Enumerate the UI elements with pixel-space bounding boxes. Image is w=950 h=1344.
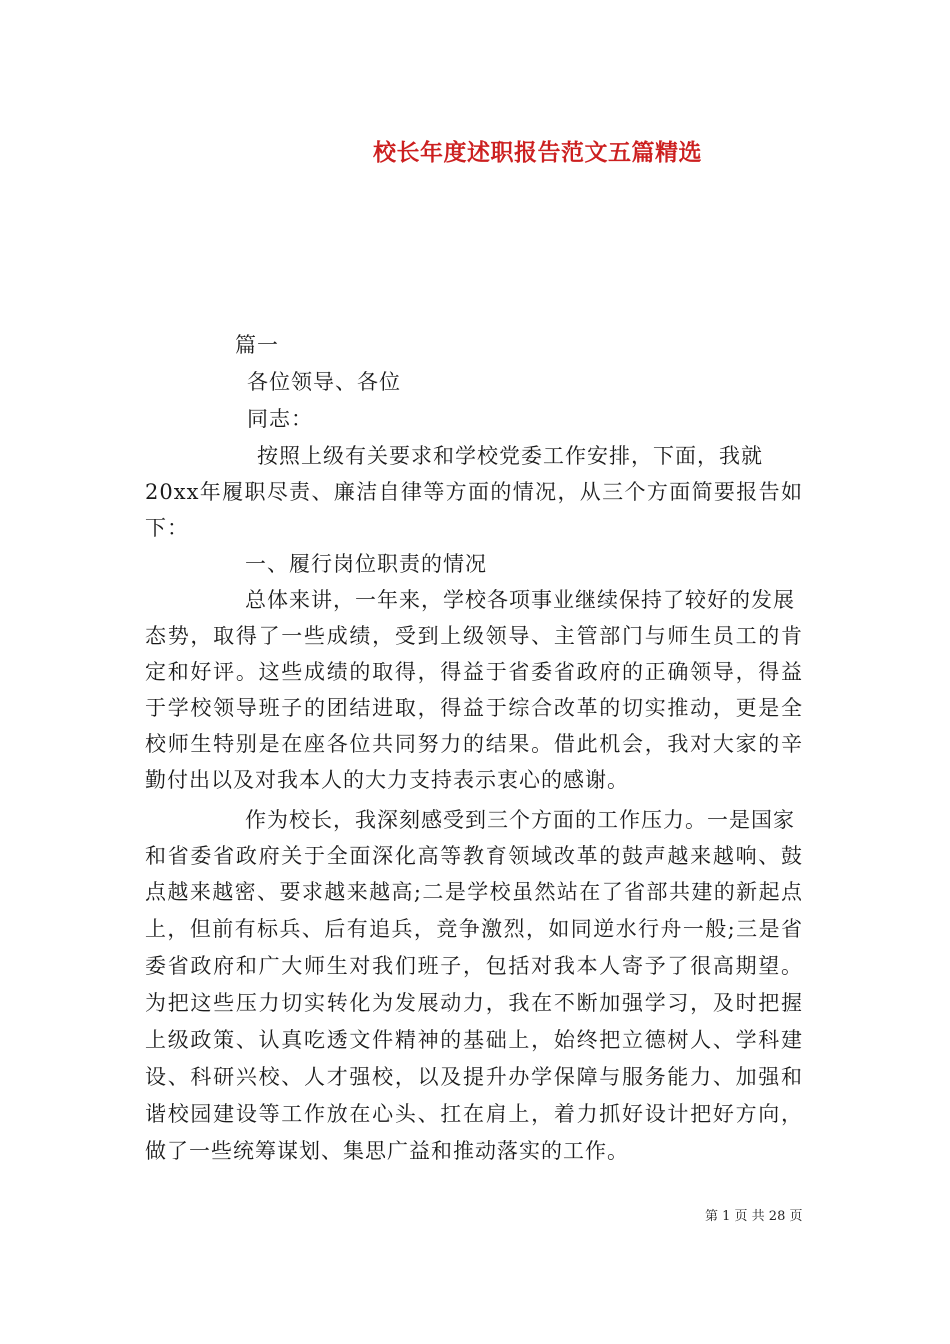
paragraph-line: 于学校领导班子的团结进取，得益于综合改革的切实推动，更是全 — [145, 696, 803, 720]
paragraph-line: 勤付出以及对我本人的大力支持表示衷心的感谢。 — [145, 768, 629, 792]
paragraph-line: 委省政府和广大师生对我们班子，包括对我本人寄予了很高期望。 — [145, 954, 803, 978]
paragraph-line: 设、科研兴校、人才强校，以及提升办学保障与服务能力、加强和 — [145, 1065, 803, 1089]
paragraph-line: 点越来越密、要求越来越高;二是学校虽然站在了省部共建的新起点 — [145, 880, 803, 904]
paragraph-line: 总体来讲，一年来，学校各项事业继续保持了较好的发展 — [245, 588, 795, 612]
salutation-line-2: 同志： — [247, 407, 313, 431]
document-title: 校长年度述职报告范文五篇精选 — [373, 139, 702, 166]
salutation-line-1: 各位领导、各位 — [247, 370, 401, 394]
paragraph-line: 态势，取得了一些成绩，受到上级领导、主管部门与师生员工的肯 — [145, 624, 803, 648]
paragraph-line: 为把这些压力切实转化为发展动力，我在不断加强学习，及时把握 — [145, 991, 803, 1015]
page-number-footer: 第 1 页 共 28 页 — [705, 1209, 803, 1224]
paragraph-line: 和省委省政府关于全面深化高等教育领域改革的鼓声越来越响、鼓 — [145, 844, 803, 868]
paragraph-line: 上，但前有标兵、后有追兵，竞争激烈，如同逆水行舟一般;三是省 — [145, 917, 803, 941]
paragraph-line: 20xx年履职尽责、廉洁自律等方面的情况，从三个方面简要报告如 — [145, 480, 803, 504]
paragraph-line: 定和好评。这些成绩的取得，得益于省委省政府的正确领导，得益 — [145, 660, 803, 684]
paragraph-line: 校师生特别是在座各位共同努力的结果。借此机会，我对大家的辛 — [145, 732, 803, 756]
section-heading: 篇一 — [235, 333, 279, 357]
paragraph-line: 作为校长，我深刻感受到三个方面的工作压力。一是国家 — [245, 808, 795, 832]
paragraph-line: 做了一些统筹谋划、集思广益和推动落实的工作。 — [145, 1139, 629, 1163]
paragraph-line: 按照上级有关要求和学校党委工作安排，下面，我就 — [257, 444, 763, 468]
paragraph-line: 下： — [145, 516, 189, 540]
paragraph-line: 谐校园建设等工作放在心头、扛在肩上，着力抓好设计把好方向， — [145, 1102, 803, 1126]
paragraph-line: 上级政策、认真吃透文件精神的基础上，始终把立德树人、学科建 — [145, 1028, 803, 1052]
subsection-heading: 一、履行岗位职责的情况 — [245, 552, 487, 576]
